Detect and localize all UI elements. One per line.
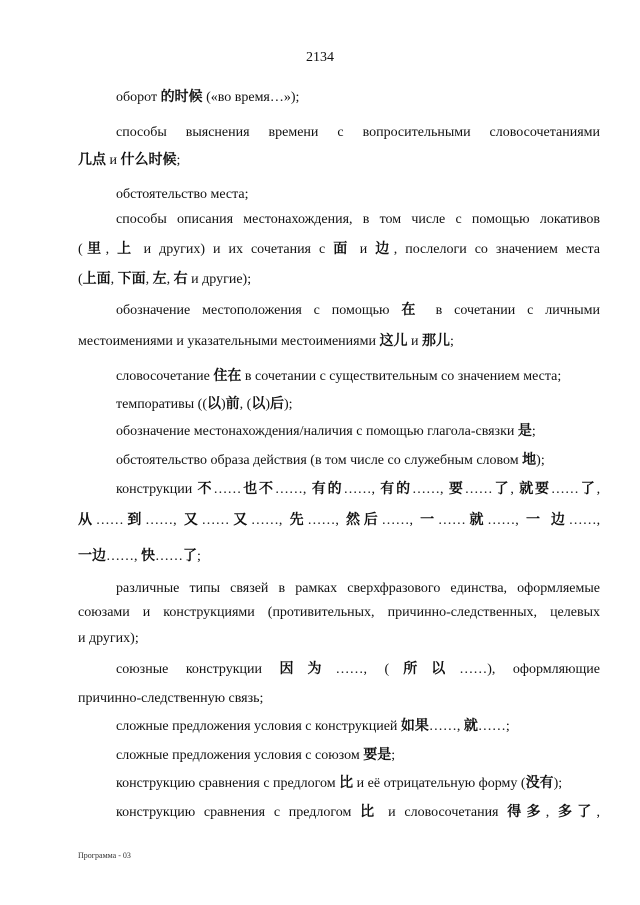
chinese-term: 上面 — [82, 271, 111, 287]
chinese-term: 后 — [270, 396, 285, 412]
chinese-term: 要 — [448, 481, 465, 497]
chinese-term: 边 — [550, 512, 569, 528]
chinese-term: 比 — [360, 804, 380, 820]
text-line: сложные предложения условия с союзом 要是; — [116, 747, 396, 763]
text-line: различные типы связей в рамках сверхфразового единства, оформляемые — [116, 581, 600, 596]
chinese-term: 也不 — [241, 481, 275, 497]
text-line: обстоятельство образа действия (в том числе со служебным словом 地); — [116, 452, 545, 468]
chinese-term: 了 — [183, 548, 197, 564]
text-line: конструкцию сравнения с предлогом 比 и её отрицательную форму (没有); — [116, 775, 563, 791]
chinese-term: 比 — [339, 775, 354, 791]
chinese-term: 没有 — [525, 775, 554, 791]
text-line: 几点 и 什么时候; — [78, 152, 181, 168]
chinese-term: 一 — [525, 512, 544, 528]
chinese-term: 上 — [117, 241, 136, 257]
text-line: сложные предложения условия с конструкцией 如果……, 就……; — [116, 718, 510, 734]
chinese-term: 以 — [251, 396, 266, 412]
chinese-term: 又 — [183, 512, 202, 528]
chinese-term: 几点 — [78, 152, 106, 168]
chinese-term: 前 — [225, 396, 240, 412]
text-line: способы описания местонахождения, в том числе с помощью локативов — [116, 212, 600, 227]
chinese-term: 那儿 — [421, 333, 450, 349]
chinese-term: 得多 — [507, 804, 546, 820]
text-line: обстоятельство места; — [116, 187, 249, 202]
chinese-term: 如果 — [400, 718, 429, 734]
chinese-term: 边 — [375, 241, 394, 257]
text-line: местоимениями и указательными местоимениями 这儿 и 那儿; — [78, 333, 454, 349]
chinese-term: 所以 — [389, 661, 460, 677]
text-line: конструкцию сравнения с предлогом 比 и словосочетания 得多, 多了, — [116, 804, 600, 820]
text-line: союзные конструкции 因为……, (所以……), оформляющие — [116, 661, 600, 677]
text-line: обозначение местонахождения/наличия с помощью глагола-связки 是; — [116, 423, 536, 439]
chinese-term: 一 — [420, 512, 438, 528]
chinese-term: 就 — [465, 512, 488, 528]
text-line: оборот 的时候 («во время…»); — [116, 89, 300, 105]
text-line: причинно-следственную связь; — [78, 691, 264, 706]
chinese-term: 有的 — [380, 481, 412, 497]
chinese-term: 右 — [173, 271, 188, 287]
text-line: (上面, 下面, 左, 右 и другие); — [78, 271, 252, 287]
chinese-term: 下面 — [117, 271, 146, 287]
chinese-term: 面 — [333, 241, 352, 257]
chinese-term: 这儿 — [379, 333, 408, 349]
text-line: обозначение местоположения с помощью 在 в сочетании с личными — [116, 302, 600, 318]
chinese-term: 到 — [123, 512, 146, 528]
text-line: 从……到……, 又……又……, 先……, 然后……, 一……就……, 一 边……, — [78, 512, 601, 528]
chinese-term: 在 — [401, 302, 424, 318]
chinese-term: 了 — [578, 481, 597, 497]
chinese-term: 以 — [207, 396, 221, 412]
chinese-term: 又 — [229, 512, 251, 528]
chinese-term: 从 — [78, 512, 96, 528]
chinese-term: 快 — [141, 548, 155, 564]
chinese-term: 要是 — [363, 747, 392, 763]
text-line: словосочетание 住在 в сочетании с существительным со значением места; — [116, 368, 562, 384]
chinese-term: 里 — [82, 241, 106, 257]
text-line: конструкции 不……也不……, 有的……, 有的……, 要……了, 就要……了, — [116, 481, 601, 497]
text-line: (里, 上 и других) и их сочетания с 面 и 边, послелоги со значением места — [78, 241, 601, 257]
text-line: темпоративы ((以)前, (以)后); — [116, 396, 293, 412]
page-number: 2134 — [306, 50, 334, 65]
text-line: способы выяснения времени с вопросительными словосочетаниями — [116, 125, 600, 140]
chinese-term: 多了 — [558, 804, 597, 820]
text-line: 一边……, 快……了; — [78, 548, 201, 564]
chinese-term: 左 — [152, 271, 167, 287]
chinese-term: 一边 — [78, 548, 106, 564]
chinese-term: 的时候 — [160, 89, 203, 105]
chinese-term: 什么时候 — [120, 152, 177, 168]
chinese-term: 然后 — [346, 512, 382, 528]
text-line: и других); — [78, 631, 139, 646]
chinese-term: 先 — [289, 512, 308, 528]
chinese-term: 因为 — [279, 661, 336, 677]
chinese-term: 住在 — [213, 368, 242, 384]
chinese-term: 就 — [463, 718, 478, 734]
chinese-term: 不 — [197, 481, 214, 497]
footer-label: Программа - 03 — [78, 851, 131, 860]
chinese-term: 地 — [522, 452, 537, 468]
chinese-term: 了 — [492, 481, 511, 497]
text-line: союзами и конструкциями (противительных, причинно-следственных, целевых — [78, 605, 600, 620]
chinese-term: 就要 — [519, 481, 551, 497]
chinese-term: 有的 — [311, 481, 344, 497]
chinese-term: 是 — [517, 423, 532, 439]
